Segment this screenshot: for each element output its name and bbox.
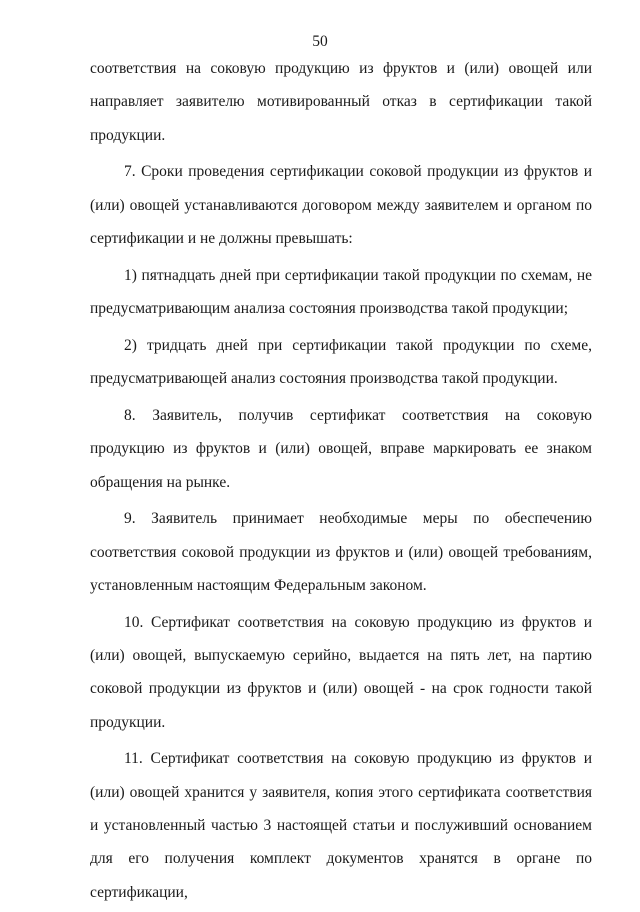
- paragraph-clause-7-2: 2) тридцать дней при сертификации такой продукции по схеме, предусматривающей анализ состояния производства такой продукции.: [90, 336, 592, 388]
- paragraph-clause-10: 10. Сертификат соответствия на соковую продукцию из фруктов и (или) овощей, выпускаемую серийно, выдается на пять лет, на партию соковой продукции из фруктов и (или) овощей - на срок годности такой продукции.: [90, 613, 592, 731]
- paragraph-clause-7: 7. Сроки проведения сертификации соковой продукции из фруктов и (или) овощей устанавливаются договором между заявителем и органом по сертификации и не должны превышать:: [90, 163, 592, 247]
- paragraph-clause-8: 8. Заявитель, получив сертификат соответствия на соковую продукцию из фруктов и (или) овощей, вправе маркировать ее знаком обращения на рынке.: [90, 406, 592, 491]
- page-number: 50: [312, 33, 328, 50]
- document-body: [90, 52, 592, 912]
- paragraph-clause-11: 11. Сертификат соответствия на соковую продукцию из фруктов и (или) овощей хранится у заявителя, копия этого сертификата соответствия и установленный частью 3 настоящей статьи и послуживший основанием для его получения комплект документов хранятся в органе по сертификации,: [90, 750, 592, 901]
- paragraph-continuation: соответствия на соковую продукцию из фруктов и (или) овощей или направляет заявителю мотивированный отказ в сертификации такой продукции.: [90, 60, 592, 144]
- paragraph-clause-9: 9. Заявитель принимает необходимые меры по обеспечению соответствия соковой продукции из фруктов и (или) овощей требованиям, установленным настоящим Федеральным законом.: [90, 510, 592, 594]
- paragraph-clause-7-1: 1) пятнадцать дней при сертификации такой продукции по схемам, не предусматривающим анализа состояния производства такой продукции;: [90, 266, 592, 318]
